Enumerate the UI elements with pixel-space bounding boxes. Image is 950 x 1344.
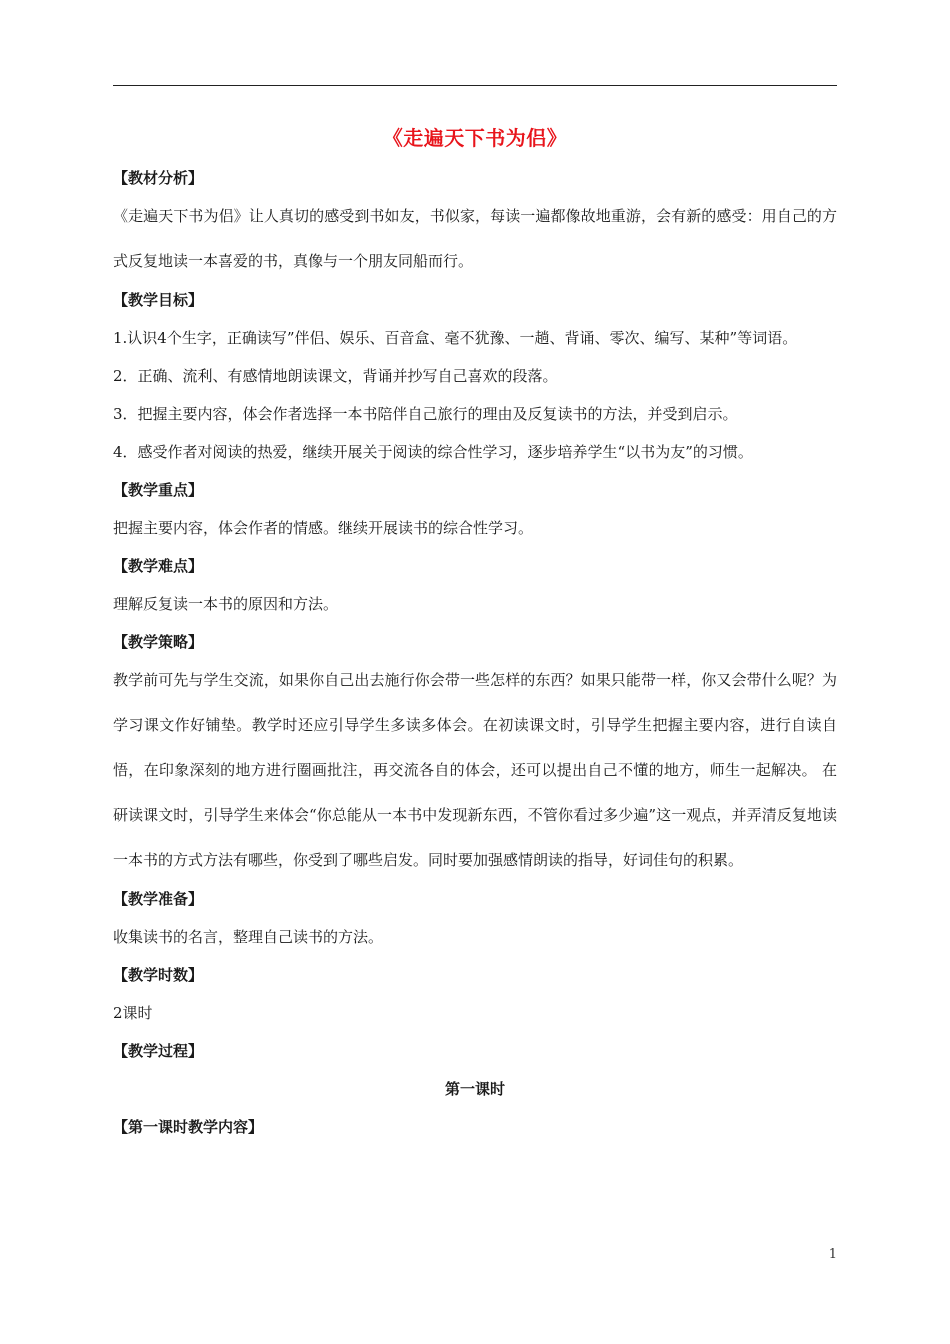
preparation-text: 收集读书的名言，整理自己读书的方法。 [113, 928, 384, 946]
goal-item: 4．感受作者对阅读的热爱，继续开展关于阅读的综合性学习，逐步培养学生“以书为友”的习惯。 [113, 443, 753, 461]
page-number: 1 [828, 1247, 837, 1262]
section-heading-hours: 【教学时数】 [113, 966, 204, 984]
lesson-content-heading: 【第一课时教学内容】 [113, 1118, 264, 1136]
section-heading-difficulties: 【教学难点】 [113, 557, 204, 575]
lesson-title: 第一课时 [444, 1080, 505, 1098]
header-rule [113, 85, 837, 86]
section-heading-process: 【教学过程】 [113, 1042, 204, 1060]
section-heading-key-points: 【教学重点】 [113, 481, 204, 499]
goal-item: 2．正确、流利、有感情地朗读课文，背诵并抄写自己喜欢的段落。 [113, 367, 558, 385]
goal-item: 3．把握主要内容，体会作者选择一本书陪伴自己旅行的理由及反复读书的方法，并受到启示。 [113, 405, 738, 423]
hours-text: 2课时 [113, 1004, 153, 1022]
difficulties-text: 理解反复读一本书的原因和方法。 [113, 595, 339, 613]
document-body [113, 166, 837, 1153]
section-heading-preparation: 【教学准备】 [113, 890, 204, 908]
document-title: 《走遍天下书为侣》 [382, 126, 568, 150]
strategy-paragraph: 教学前可先与学生交流，如果你自己出去施行你会带一些怎样的东西？如果只能带一样，你又会带什么呢？为学习课文作好铺垫。教学时还应引导学生多读多体会。在初读课文时，引导学生把握主要内容，进行自读自悟，在印象深刻的地方进行圈画批注，再交流各自的体会，还可以提出自己不懂的地方，师生一起解决。 在研读课文时，引导学生来体会“你总能从一本书中发现新东西，不管你看过多少遍”这一观点，并弄清反复地读一本书的方式方法有哪些，你受到了哪些启发。同时要加强感情朗读的指导，好词佳句的积累。 [113, 671, 837, 869]
key-points-text: 把握主要内容，体会作者的情感。继续开展读书的综合性学习。 [113, 519, 534, 537]
goal-item: 1.认识4个生字，正确读写”伴侣、娱乐、百音盒、毫不犹豫、一趟、背诵、零次、编写、某种”等词语。 [113, 329, 798, 347]
section-heading-goals: 【教学目标】 [113, 291, 204, 309]
section-heading-analysis: 【教材分析】 [113, 169, 204, 187]
section-heading-strategy: 【教学策略】 [113, 633, 204, 651]
analysis-paragraph: 《走遍天下书为侣》让人真切的感受到书如友，书似家，每读一遍都像故地重游，会有新的感受：用自己的方式反复地读一本喜爱的书，真像与一个朋友同船而行。 [113, 207, 837, 270]
